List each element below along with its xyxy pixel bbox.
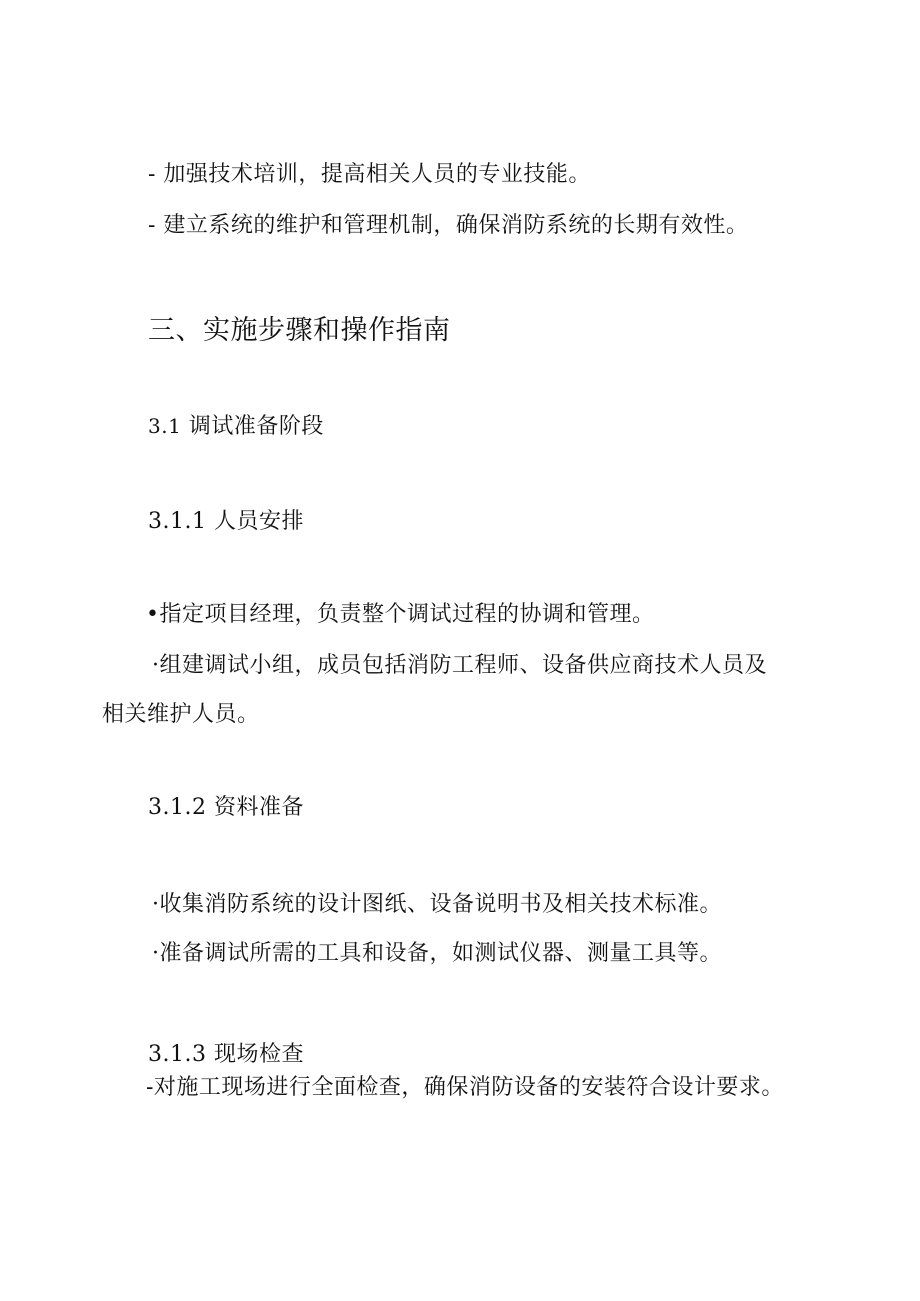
subsubsection-heading: 3.1.2 资料准备 — [148, 795, 304, 820]
section-heading: 三、实施步骤和操作指南 — [148, 315, 451, 346]
subsubsection-heading: 3.1.1 人员安排 — [148, 509, 304, 534]
list-item: ·组建调试小组，成员包括消防工程师、设备供应商技术人员及 — [152, 653, 767, 678]
subsection-number: 3.1 — [148, 414, 182, 438]
list-item-continuation: 相关维护人员。 — [102, 702, 260, 727]
list-item: - 加强技术培训，提高相关人员的专业技能。 — [148, 162, 591, 187]
subsection-heading — [148, 411, 324, 442]
subsection-title: 调试准备阶段 — [188, 414, 324, 439]
subsubsection-heading: 3.1.3 现场检查 — [148, 1042, 304, 1067]
list-item: ·准备调试所需的工具和设备，如测试仪器、测量工具等。 — [152, 941, 722, 966]
list-item: - 建立系统的维护和管理机制，确保消防系统的长期有效性。 — [148, 213, 749, 238]
list-item: -对施工现场进行全面检查，确保消防设备的安装符合设计要求。 — [146, 1075, 784, 1100]
list-item: ·收集消防系统的设计图纸、设备说明书及相关技术标准。 — [152, 892, 722, 917]
list-item: •指定项目经理，负责整个调试过程的协调和管理。 — [146, 602, 655, 627]
